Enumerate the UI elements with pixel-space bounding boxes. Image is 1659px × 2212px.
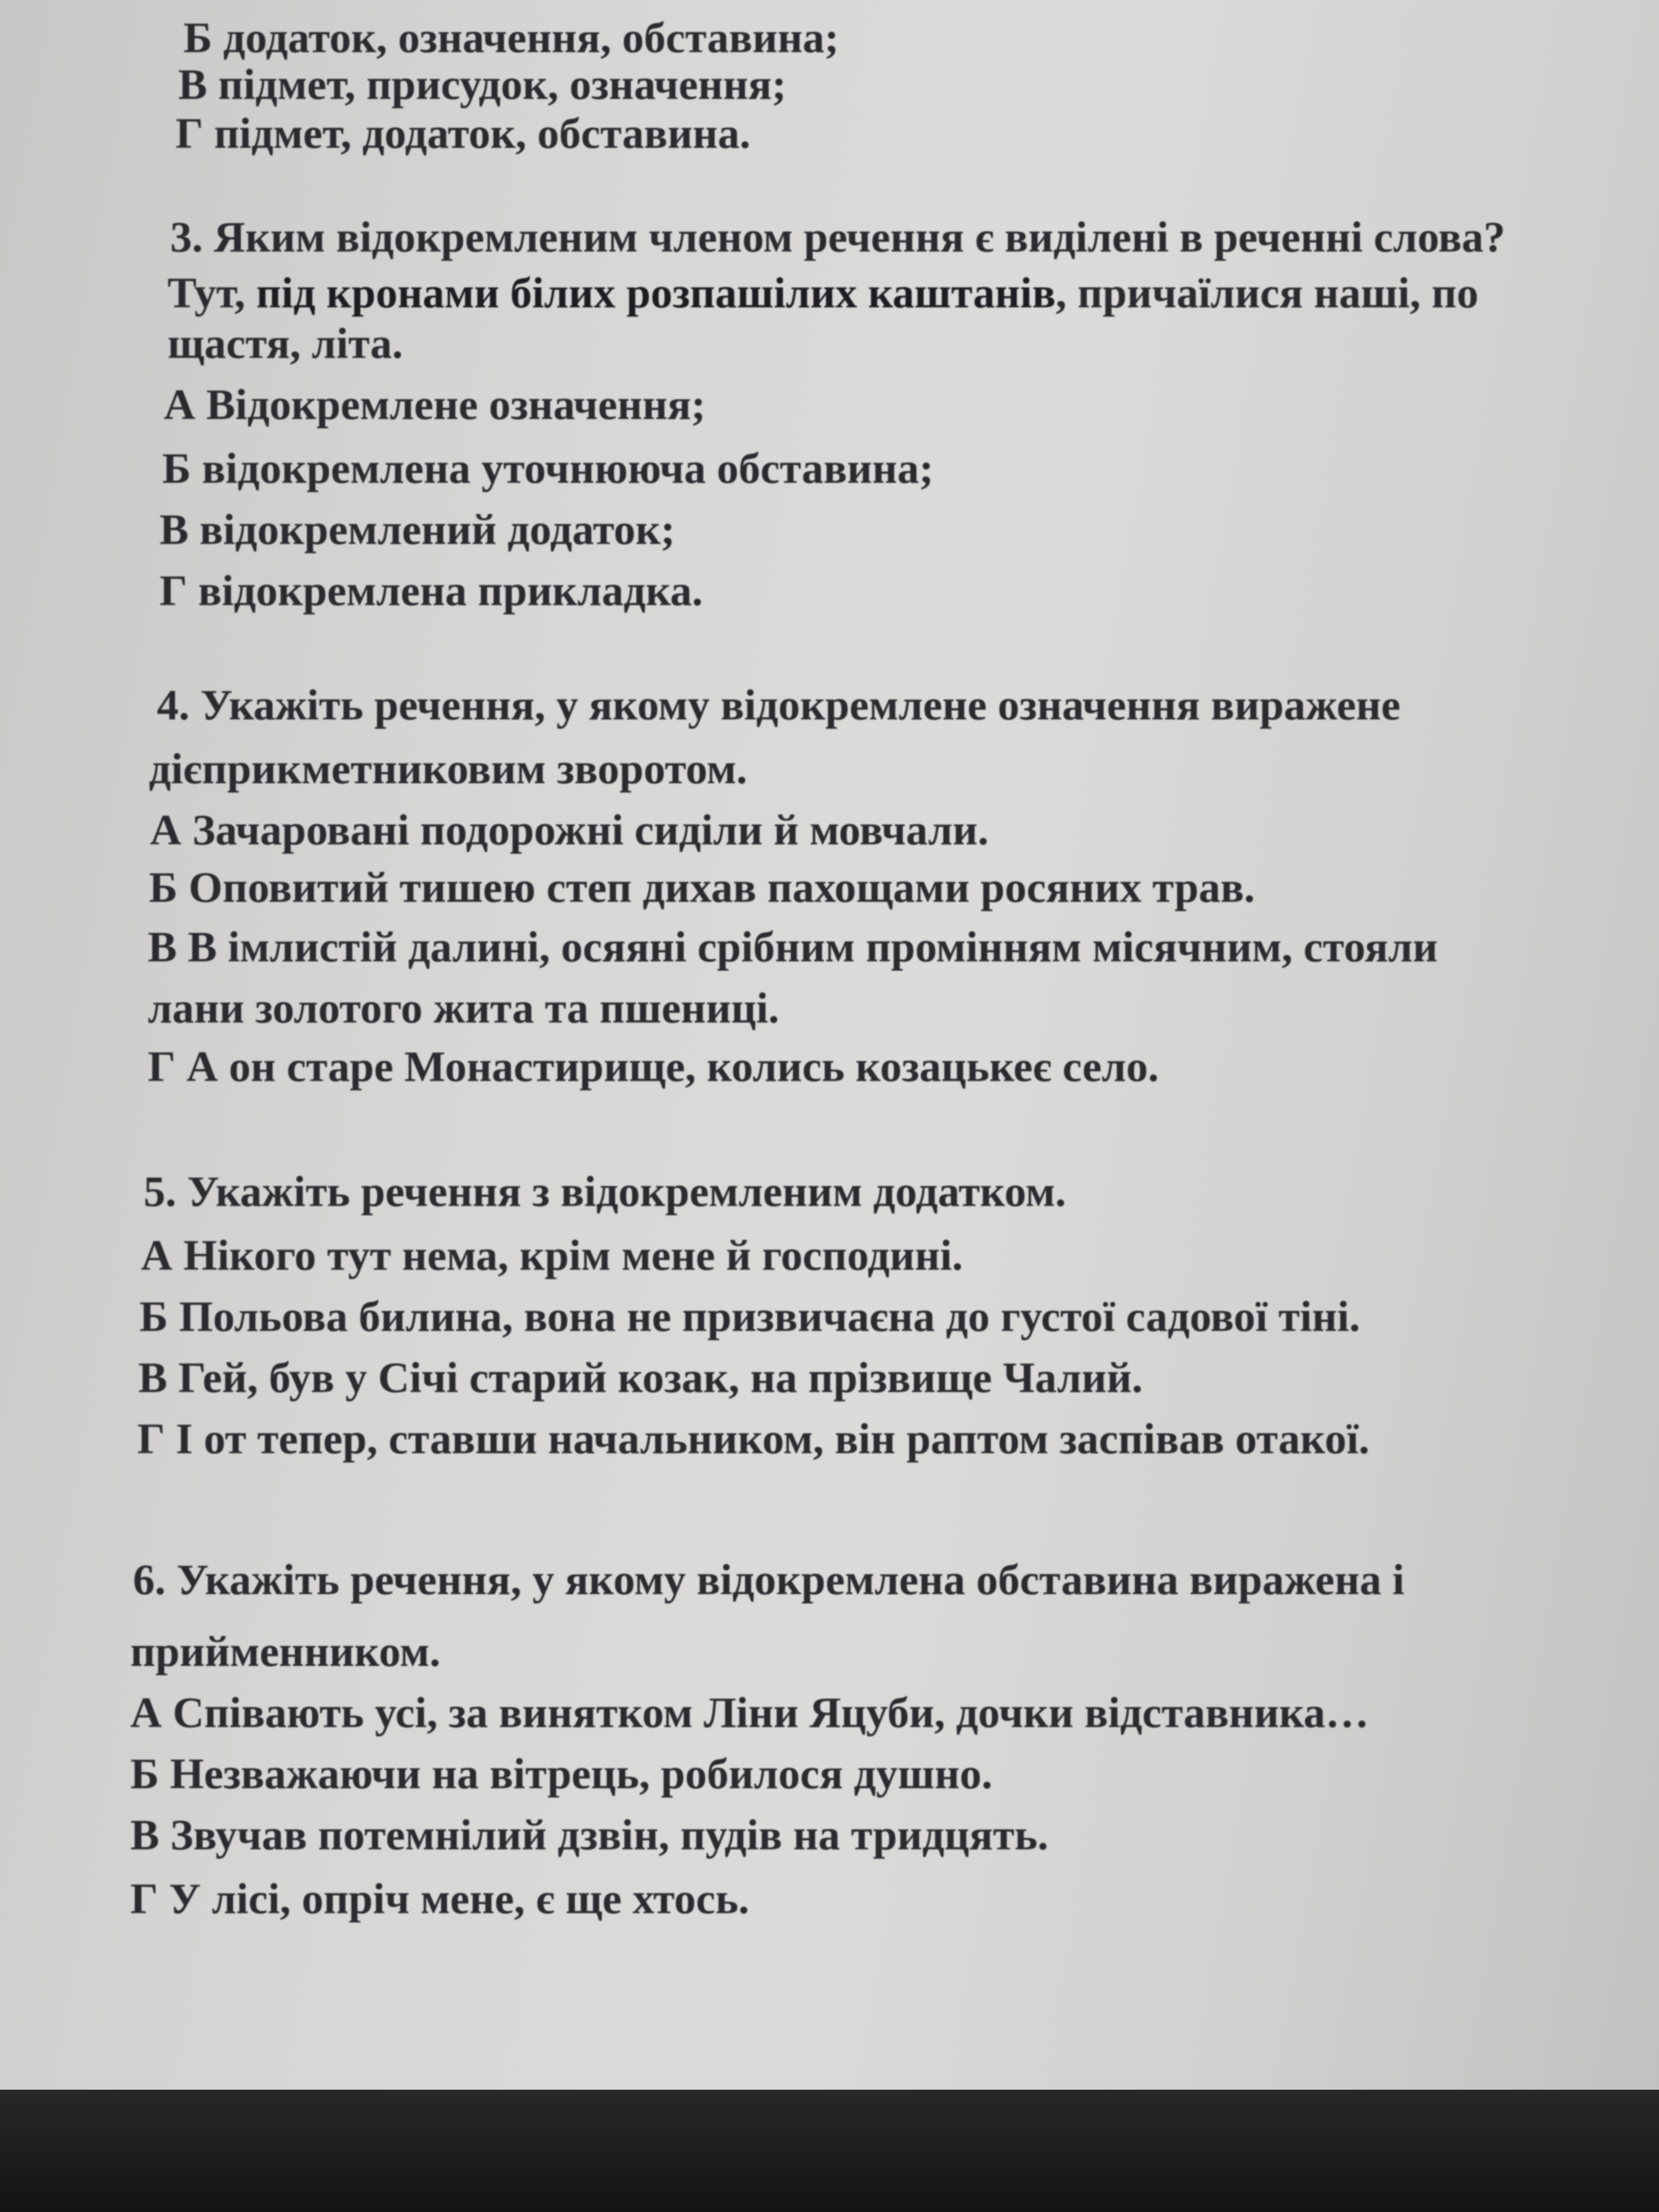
q4-option-v-line2: лани золотого жита та пшениці. bbox=[148, 984, 780, 1032]
q3-sentence-start: Тут, bbox=[167, 269, 256, 317]
q2-option-v: В підмет, присудок, означення; bbox=[178, 60, 786, 108]
q4-question-line2: дієприкметниковим зворотом. bbox=[149, 744, 748, 793]
q4-option-a: А Зачаровані подорожні сиділи й мовчали. bbox=[150, 806, 989, 854]
q6-option-a: А Співають усі, за винятком Ліни Яцуби, дочки відставника… bbox=[130, 1688, 1369, 1737]
q6-option-g: Г У лісі, опріч мене, є ще хтось. bbox=[130, 1874, 750, 1923]
q3-option-b: Б відокремлена уточнююча обставина; bbox=[162, 444, 934, 492]
q5-option-a: А Нікого тут нема, крім мене й господині. bbox=[141, 1231, 963, 1279]
q2-option-g: Г підмет, додаток, обставина. bbox=[175, 109, 751, 157]
q6-option-b: Б Незважаючи на вітрець, робилося душно. bbox=[130, 1749, 993, 1798]
q3-sentence-end: , причаїлися наші, по bbox=[1055, 269, 1479, 317]
q4-option-g: Г А он старе Монастирище, колись козацькеє село. bbox=[148, 1042, 1159, 1091]
q3-sentence-line2: щастя, літа. bbox=[167, 319, 403, 367]
q4-question-line1: 4. Укажіть речення, у якому відокремлене означення виражене bbox=[157, 681, 1401, 729]
q5-option-b: Б Польова билина, вона не призвичаєна до густої садової тіні. bbox=[139, 1292, 1360, 1340]
q3-question: 3. Яким відокремленим членом речення є виділені в реченні слова? bbox=[170, 213, 1506, 261]
q4-option-v-line1: В В імлистій далині, осяяні срібним промінням місячним, стояли bbox=[148, 923, 1438, 971]
q6-option-v: В Звучав потемнілий дзвін, пудів на тридцять. bbox=[130, 1811, 1049, 1859]
q6-question-line2: прийменником. bbox=[130, 1627, 441, 1675]
q5-option-g: Г І от тепер, ставши начальником, він раптом заспівав отакої. bbox=[137, 1414, 1370, 1463]
q2-option-b: Б додаток, означення, обставина; bbox=[183, 13, 839, 62]
q3-option-a: А Відокремлене означення; bbox=[164, 380, 706, 429]
q5-option-v: В Гей, був у Січі старий козак, на прізвище Чалий. bbox=[138, 1353, 1143, 1402]
q3-option-g: Г відокремлена прикладка. bbox=[160, 566, 703, 615]
q3-sentence-highlight: під кронами білих розпашілих каштанів bbox=[256, 269, 1056, 317]
dark-background-edge bbox=[0, 2090, 1659, 2212]
q3-sentence bbox=[167, 271, 1479, 315]
q3-option-v: В відокремлений додаток; bbox=[160, 505, 675, 554]
q4-option-b: Б Оповитий тишею степ дихав пахощами росяних трав. bbox=[149, 863, 1255, 911]
q6-question-line1: 6. Укажіть речення, у якому відокремлена обставина виражена і bbox=[133, 1555, 1405, 1604]
q5-question: 5. Укажіть речення з відокремленим додатком. bbox=[144, 1167, 1066, 1216]
